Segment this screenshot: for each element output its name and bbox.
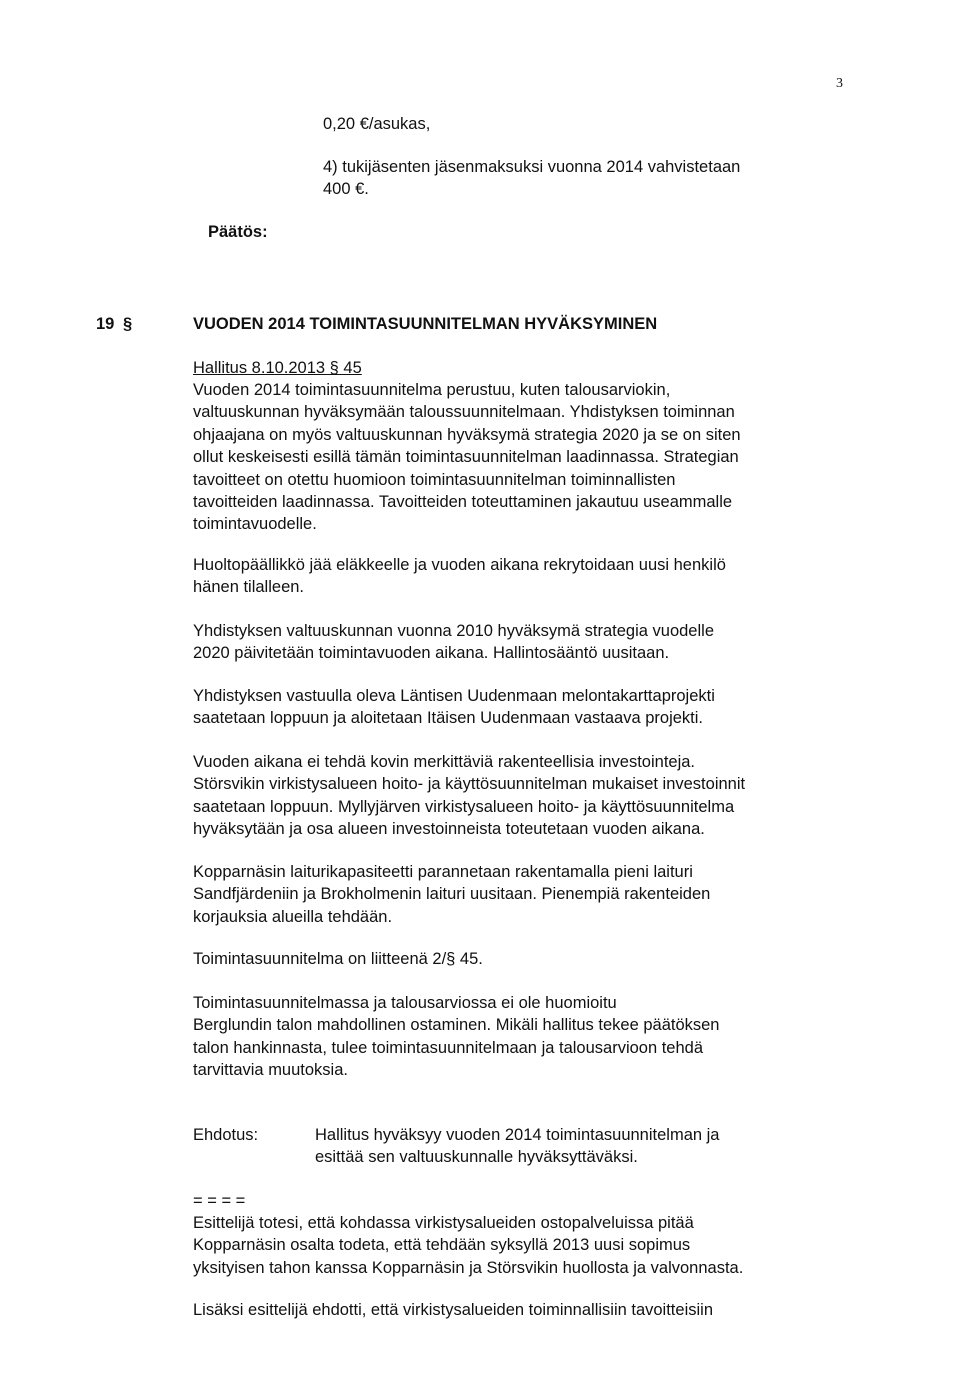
ehdotus-text <box>315 1124 719 1169</box>
paragraph <box>193 992 720 1082</box>
text-line: Yhdistyksen valtuuskunnan vuonna 2010 hyväksymä strategia vuodelle <box>193 622 714 640</box>
text-line: saatetaan loppuun ja aloitetaan Itäisen Uudenmaan vastaava projekti. <box>193 709 704 728</box>
paragraph <box>193 379 741 536</box>
text-line: yksityisen tahon kanssa Kopparnäsin ja Störsvikin huollosta ja valvonnasta. <box>193 1258 744 1277</box>
text-line: Toimintasuunnitelmassa ja talousarviossa ei ole huomioitu <box>193 994 617 1012</box>
text-line: Kopparnäsin laiturikapasiteetti parannetaan rakentamalla pieni laituri <box>193 863 693 881</box>
text-line: hyväksytään ja osa alueen investoinneista toteutetaan vuoden aikana. <box>193 820 705 839</box>
paatos-label: Päätös: <box>208 223 268 241</box>
text-line: toimintavuodelle. <box>193 515 317 534</box>
text-line: tarvittavia muutoksia. <box>193 1061 348 1080</box>
page-number: 3 <box>836 76 843 91</box>
text-line: saatetaan loppuun. Myllyjärven virkistysalueen hoito- ja käyttösuunnitelma <box>193 797 735 816</box>
text-line: korjauksia alueilla tehdään. <box>193 907 393 926</box>
paragraph <box>193 685 715 730</box>
text-line: valtuuskunnan hyväksymään taloussuunnitelmaan. Yhdistyksen toiminnan <box>193 403 735 422</box>
text-line: 4) tukijäsenten jäsenmaksuksi vuonna 2014 vahvistetaan <box>323 158 741 176</box>
text-line: Toimintasuunnitelma on liitteenä 2/§ 45. <box>193 950 483 968</box>
text-line: Esittelijä totesi, että kohdassa virkistysalueiden ostopalveluissa pitää <box>193 1214 694 1232</box>
text-line: Vuoden 2014 toimintasuunnitelma perustuu, kuten talousarviokin, <box>193 381 671 399</box>
text-line: Lisäksi esittelijä ehdotti, että virkistysalueiden toiminnallisiin tavoitteisiin <box>193 1301 713 1319</box>
paragraph <box>193 1299 713 1321</box>
section-number-text: 19 <box>96 315 115 333</box>
section-number <box>96 313 132 335</box>
text-line: Huoltopäällikkö jää eläkkeelle ja vuoden aikana rekrytoidaan uusi henkilö <box>193 556 726 574</box>
paragraph <box>193 554 726 599</box>
separator: = = = = <box>193 1192 246 1210</box>
text-line: 2020 päivitetään toimintavuoden aikana. Hallintosääntö uusitaan. <box>193 644 670 663</box>
text-line: Yhdistyksen vastuulla oleva Läntisen Uudenmaan melontakarttaprojekti <box>193 687 715 705</box>
ehdotus-label: Ehdotus: <box>193 1126 259 1144</box>
text-line: hänen tilalleen. <box>193 578 305 597</box>
text-line: ohjaajana on myös valtuuskunnan hyväksymä strategia 2020 ja se on siten <box>193 425 741 444</box>
text-line: Vuoden aikana ei tehdä kovin merkittäviä rakenteellisia investointeja. <box>193 753 696 771</box>
text-line: ollut keskeisesti esillä tämän toimintasuunnitelman laadinnassa. Strategian <box>193 448 739 467</box>
text-line: tavoitteet on otettu huomioon toimintasuunnitelman toiminnallisten <box>193 470 676 489</box>
text-line: tavoitteiden laadinnassa. Tavoitteiden toteuttaminen jakautuu useammalle <box>193 493 733 512</box>
paragraph <box>193 948 483 970</box>
text-line: talon hankinnasta, tulee toimintasuunnitelmaan ja talousarvioon tehdä <box>193 1038 704 1057</box>
text-line: Sandfjärdeniin ja Brokholmenin laituri uusitaan. Pienempiä rakenteiden <box>193 885 711 904</box>
paragraph <box>193 751 745 841</box>
paragraph <box>193 1212 743 1279</box>
paragraph <box>193 620 714 665</box>
section-title: VUODEN 2014 TOIMINTASUUNNITELMAN HYVÄKSYMINEN <box>193 315 658 333</box>
section-sign: § <box>122 315 133 333</box>
text-line: esittää sen valtuuskunnalle hyväksyttäväksi. <box>315 1148 638 1167</box>
text-line: 0,20 €/asukas, <box>323 115 431 133</box>
reference-line: Hallitus 8.10.2013 § 45 <box>193 359 362 377</box>
text-line: Berglundin talon mahdollinen ostaminen. Mikäli hallitus tekee päätöksen <box>193 1016 720 1035</box>
text-line: Kopparnäsin osalta todeta, että tehdään syksyllä 2013 uusi sopimus <box>193 1236 691 1255</box>
text-line: Hallitus hyväksyy vuoden 2014 toimintasuunnitelman ja <box>315 1126 720 1144</box>
text-line: 400 €. <box>323 180 369 198</box>
paragraph <box>193 861 710 928</box>
text-line: Störsvikin virkistysalueen hoito- ja käyttösuunnitelman mukaiset investoinnit <box>193 775 746 794</box>
